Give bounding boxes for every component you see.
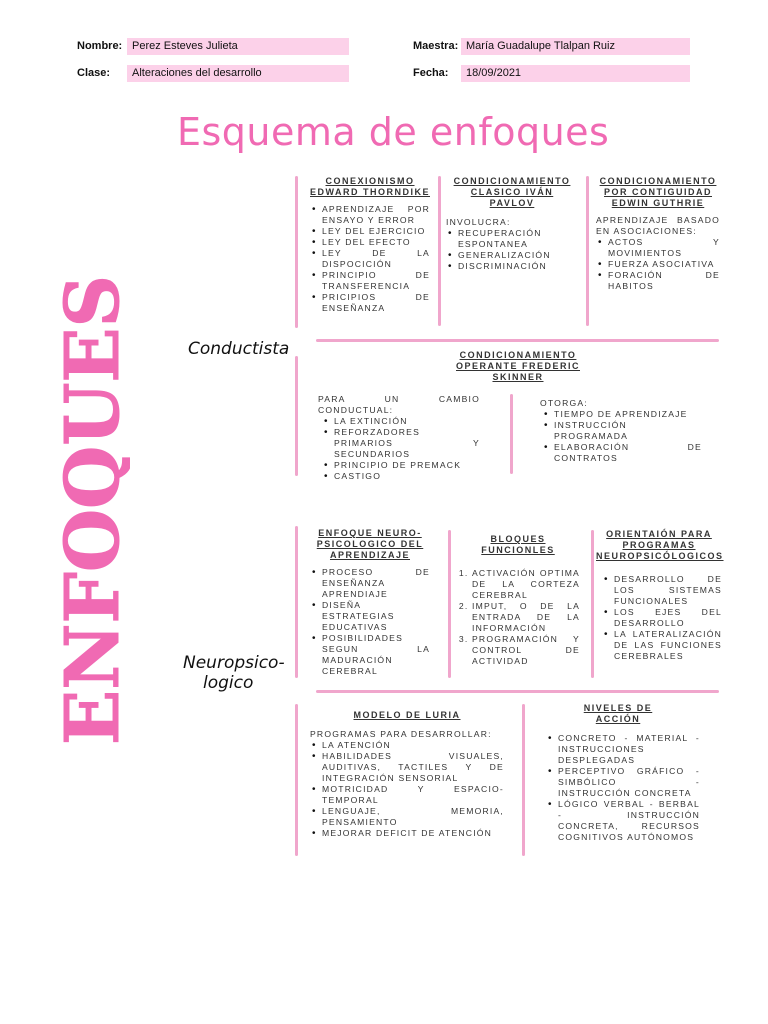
section-bloques: [456, 534, 580, 667]
section-thorndike: [310, 176, 430, 314]
list-item: • LEY DEL EJERCICIO: [322, 226, 430, 237]
list-item: • MEJORAR DEFICIT DE ATENCIÓN: [322, 828, 504, 839]
neuro-enfoque-list: [310, 567, 430, 677]
section-title: CONDICIONAMIENTO POR CONTIGUIDAD EDWIN GUTHRIE: [599, 176, 717, 208]
list-item: • HABILIDADES VISUALES, AUDITIVAS, TACTILES Y DE INTEGRACIÓN SENSORIAL: [322, 751, 504, 784]
side-title: [50, 270, 130, 750]
list-item: • PRINCIPIO DE PREMACK: [334, 460, 480, 471]
list-item: • TIEMPO DE APRENDIZAJE: [554, 409, 702, 420]
section-title: ORIENTAIÓN PARA PROGRAMAS NEUROPSICÓLOGICOS: [596, 529, 724, 561]
luria-list: [310, 740, 504, 839]
skinner-left-intro: PARA UN CAMBIO CONDUCTUAL:: [318, 394, 480, 415]
divider: [316, 339, 719, 342]
list-item: • CASTIGO: [334, 471, 480, 482]
list-item: • CONCRETO - MATERIAL - INSTRUCCIONES DESPLEGADAS: [558, 733, 700, 766]
thorndike-list: [310, 204, 430, 314]
list-item: • LOS EJES DEL DESARROLLO: [614, 607, 722, 629]
list-item: • PERCEPTIVO GRÁFICO - SIMBÓLICO - INSTRUCCIÓN CONCRETA: [558, 766, 700, 799]
section-orientacion: [596, 529, 722, 662]
list-item: • POSIBILIDADES SEGUN LA MADURACIÓN CEREBRAL: [322, 633, 430, 677]
section-title: ENFOQUE NEURO-PSICOLOGICO DEL APRENDIZAJE: [316, 528, 424, 560]
skinner-right-list: [524, 409, 702, 464]
skinner-right: [524, 398, 702, 464]
category-conductista: Conductista: [188, 339, 290, 359]
list-item: • MOTRICIDAD Y ESPACIO-TEMPORAL: [322, 784, 504, 806]
list-item: • APRENDIZAJE POR ENSAYO Y ERROR: [322, 204, 430, 226]
clase-label: Clase:: [77, 67, 111, 79]
page-title: Esquema de enfoques: [177, 110, 610, 154]
list-item: • DESARROLLO DE LOS SISTEMAS FUNCIONALES: [614, 574, 722, 607]
list-item: • FUERZA ASOCIATIVA: [608, 259, 720, 270]
category-neuro-line2: logico: [203, 673, 254, 693]
guthrie-list: [596, 237, 720, 292]
list-item: • FORACIÓN DE HABITOS: [608, 270, 720, 292]
list-item: • LA LATERALIZACIÓN DE LAS FUNCIONES CEREBRALES: [614, 629, 722, 662]
section-title: CONDICIONAMIENTO CLASICO IVÁN PAVLOV: [453, 176, 571, 208]
side-title-graphic: [50, 270, 130, 750]
skinner-right-intro: OTORGA:: [540, 398, 588, 408]
divider: [591, 530, 594, 678]
divider: [522, 704, 525, 856]
section-title: BLOQUES FUNCIONLES: [481, 534, 555, 555]
list-item: • LA ATENCIÓN: [322, 740, 504, 751]
fecha-label: Fecha:: [413, 67, 449, 79]
list-item: • LÓGICO VERBAL - BERBAL - INSTRUCCIÓN CONCRETA, RECURSOS COGNITIVOS AUTÓNOMOS: [558, 799, 700, 843]
section-neuro-enfoque: [310, 528, 430, 677]
list-item: • REFORZADORES PRIMARIOS Y SECUNDARIOS: [334, 427, 480, 460]
section-title: NIVELES DE ACCIÓN: [583, 703, 653, 724]
divider: [438, 176, 441, 326]
divider: [316, 690, 719, 693]
pavlov-list: [446, 228, 578, 272]
skinner-left-list: [318, 416, 480, 482]
list-item: • LENGUAJE, MEMORIA, PENSAMIENTO: [322, 806, 504, 828]
divider: [295, 526, 298, 678]
fecha-field: 18/09/2021: [461, 65, 690, 82]
orientacion-list: [596, 574, 722, 662]
pavlov-intro: INVOLUCRA:: [446, 217, 511, 227]
list-item: 2. IMPUT, O DE LA ENTRADA DE LA INFORMACIÓN: [472, 601, 580, 634]
section-luria: [310, 710, 504, 839]
divider: [295, 356, 298, 476]
divider: [586, 176, 589, 326]
maestra-label: Maestra:: [413, 40, 459, 52]
section-title: CONEXIONISMO EDWARD THORNDIKE: [310, 176, 430, 197]
list-item: 3. PROGRAMACIÓN Y CONTROL DE ACTIVIDAD: [472, 634, 580, 667]
category-neuropsicologico: [183, 653, 285, 693]
list-item: • RECUPERACIÓN ESPONTANEA: [458, 228, 578, 250]
section-title-skinner: CONDICIONAMIENTO OPERANTE FREDERIC SKINNER: [455, 350, 580, 382]
list-item: • DISEÑA ESTRATEGIAS EDUCATIVAS: [322, 600, 430, 633]
list-item: 1. ACTIVACIÓN OPTIMA DE LA CORTEZA CEREBRAL: [472, 568, 580, 601]
list-item: • LA EXTINCIÓN: [334, 416, 480, 427]
bloques-list: [456, 568, 580, 667]
list-item: • ELABORACIÓN DE CONTRATOS: [554, 442, 702, 464]
divider: [295, 176, 298, 328]
list-item: • LEY DEL EFECTO: [322, 237, 430, 248]
clase-field: Alteraciones del desarrollo: [127, 65, 349, 82]
category-neuro-line1: Neuropsico-: [183, 653, 285, 673]
niveles-list: [536, 733, 700, 843]
nombre-field: Perez Esteves Julieta: [127, 38, 349, 55]
divider: [448, 530, 451, 678]
side-title-text: ENFOQUES: [50, 270, 130, 745]
divider: [295, 704, 298, 856]
divider: [510, 394, 513, 474]
guthrie-intro: APRENDIZAJE BASADO EN ASOCIACIONES:: [596, 215, 720, 236]
list-item: • GENERALIZACIÓN: [458, 250, 578, 261]
list-item: • LEY DE LA DISPOCICIÓN: [322, 248, 430, 270]
section-guthrie: [596, 176, 720, 292]
list-item: • PRICIPIOS DE ENSEÑANZA: [322, 292, 430, 314]
list-item: • INSTRUCCIÓN PROGRAMADA: [554, 420, 702, 442]
skinner-left: [318, 394, 480, 482]
list-item: • PROCESO DE ENSEÑANZA APRENDIAJE: [322, 567, 430, 600]
luria-intro: PROGRAMAS PARA DESARROLLAR:: [310, 729, 492, 739]
section-pavlov: [446, 176, 578, 272]
maestra-field: María Guadalupe Tlalpan Ruiz: [461, 38, 690, 55]
nombre-label: Nombre:: [77, 40, 123, 52]
list-item: • PRINCIPIO DE TRANSFERENCIA: [322, 270, 430, 292]
section-title: MODELO DE LURIA: [353, 710, 461, 720]
section-niveles: [536, 703, 700, 843]
list-item: • DISCRIMINACIÓN: [458, 261, 578, 272]
list-item: • ACTOS Y MOVIMIENTOS: [608, 237, 720, 259]
